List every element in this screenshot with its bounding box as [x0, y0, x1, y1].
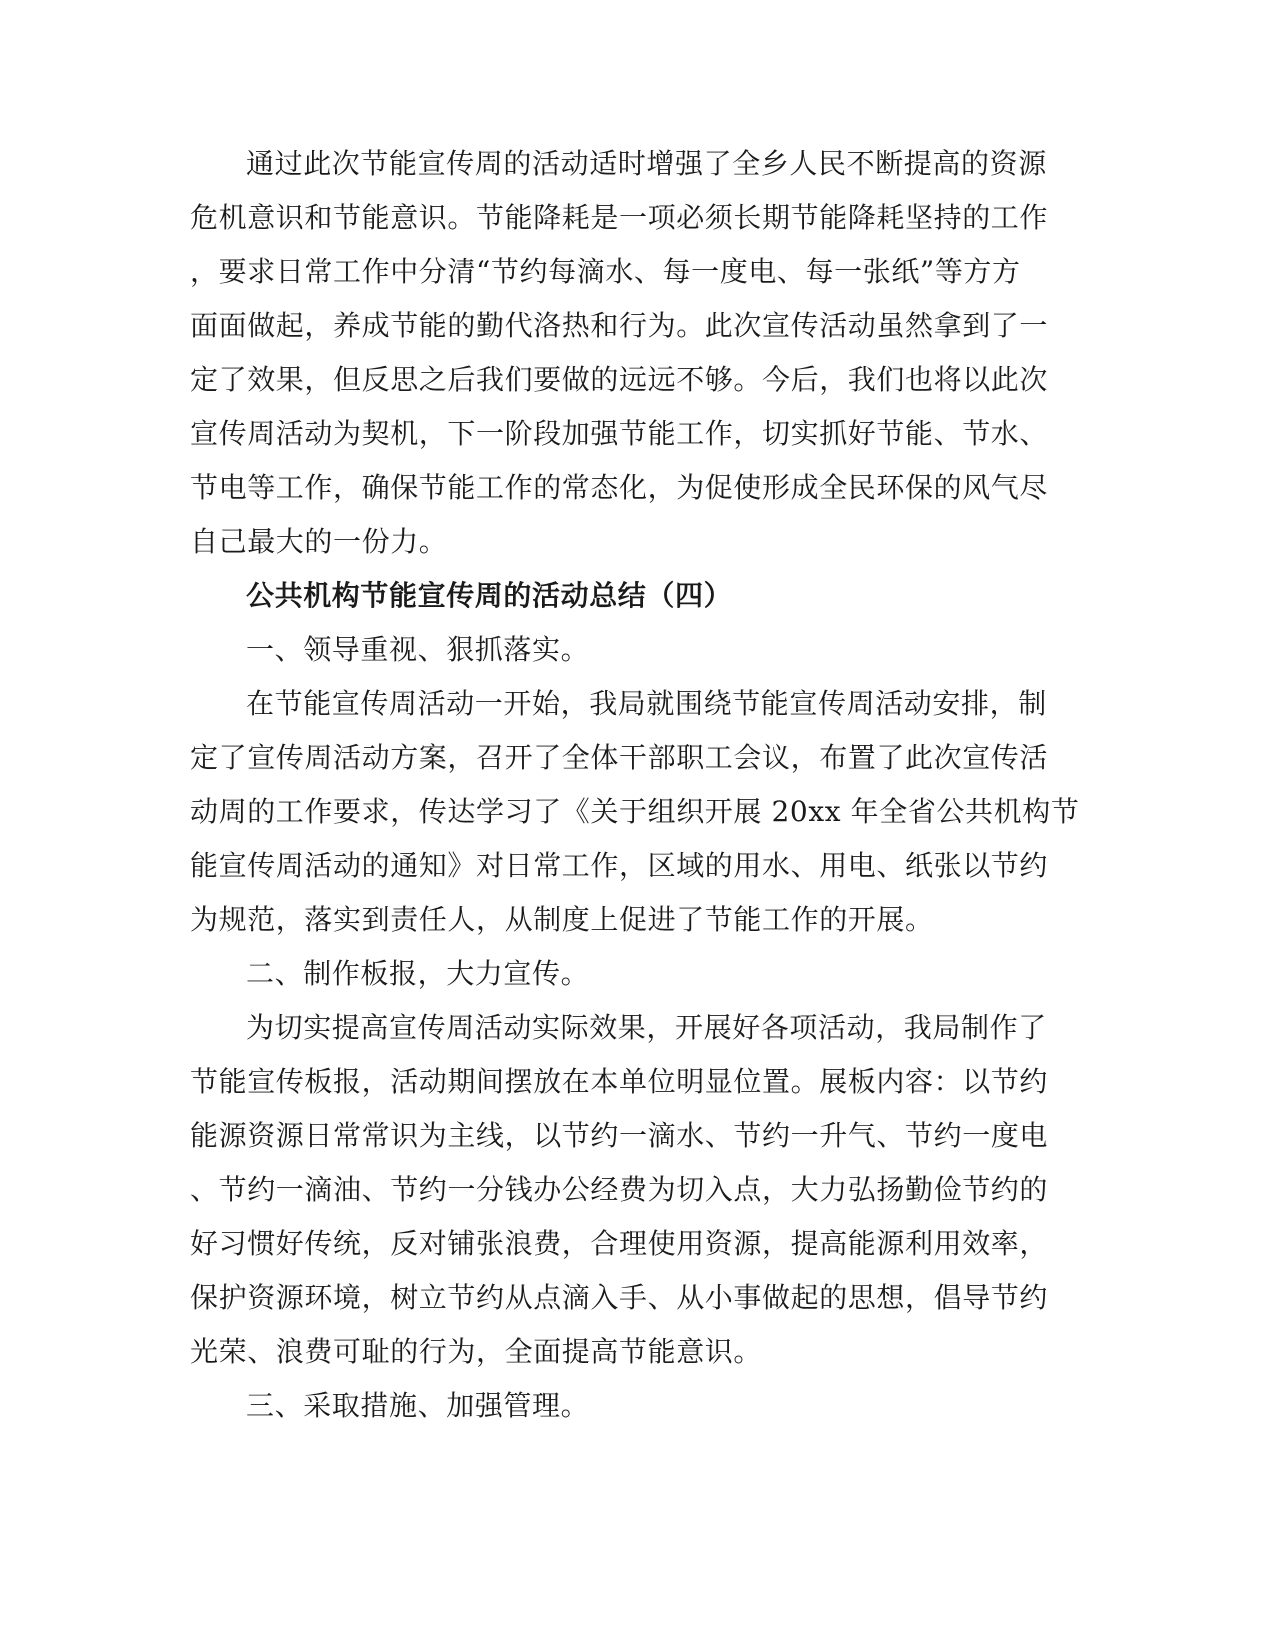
- section-heading: 三、采取措施、加强管理。: [246, 1389, 590, 1422]
- paragraph-line: 动周的工作要求，传达学习了《关于组织开展 20xx 年全省公共机构节: [190, 795, 1080, 828]
- paragraph-line: 为切实提高宣传周活动实际效果，开展好各项活动，我局制作了: [246, 1011, 1047, 1044]
- paragraph-line: 面面做起，养成节能的勤代洛热和行为。此次宣传活动虽然拿到了一: [190, 309, 1049, 342]
- section-heading: 一、领导重视、狠抓落实。: [246, 633, 590, 666]
- paragraph-line: 节电等工作，确保节能工作的常态化，为促使形成全民环保的风气尽: [190, 471, 1049, 504]
- paragraph-line: 好习惯好传统，反对铺张浪费，合理使用资源，提高能源利用效率，: [190, 1227, 1049, 1260]
- paragraph-line: 能源资源日常常识为主线，以节约一滴水、节约一升气、节约一度电: [190, 1119, 1049, 1152]
- paragraph-line: 节能宣传板报，活动期间摆放在本单位明显位置。展板内容：以节约: [190, 1065, 1049, 1098]
- paragraph-line: 保护资源环境，树立节约从点滴入手、从小事做起的思想，倡导节约: [190, 1281, 1049, 1314]
- paragraph-line: 宣传周活动为契机，下一阶段加强节能工作，切实抓好节能、节水、: [190, 417, 1049, 450]
- paragraph-line: 定了宣传周活动方案，召开了全体干部职工会议，布置了此次宣传活: [190, 741, 1049, 774]
- paragraph-line: 光荣、浪费可耻的行为，全面提高节能意识。: [190, 1335, 763, 1368]
- paragraph-line: 为规范，落实到责任人，从制度上促进了节能工作的开展。: [190, 903, 934, 936]
- paragraph-line: 危机意识和节能意识。节能降耗是一项必须长期节能降耗坚持的工作: [190, 201, 1049, 234]
- paragraph-line: 定了效果，但反思之后我们要做的远远不够。今后，我们也将以此次: [190, 363, 1049, 396]
- paragraph-line: 、节约一滴油、节约一分钱办公经费为切入点，大力弘扬勤俭节约的: [190, 1173, 1049, 1206]
- paragraph-line: 在节能宣传周活动一开始，我局就围绕节能宣传周活动安排，制: [246, 687, 1047, 720]
- paragraph-line: 自己最大的一份力。: [190, 525, 448, 558]
- section-title: 公共机构节能宣传周的活动总结（四）: [246, 579, 733, 612]
- paragraph-line: 通过此次节能宣传周的活动适时增强了全乡人民不断提高的资源: [246, 147, 1047, 180]
- paragraph-line: ，要求日常工作中分清“节约每滴水、每一度电、每一张纸”等方方: [190, 255, 1021, 288]
- paragraph-line: 能宣传周活动的通知》对日常工作，区域的用水、用电、纸张以节约: [190, 849, 1049, 882]
- section-heading: 二、制作板报，大力宣传。: [246, 957, 590, 990]
